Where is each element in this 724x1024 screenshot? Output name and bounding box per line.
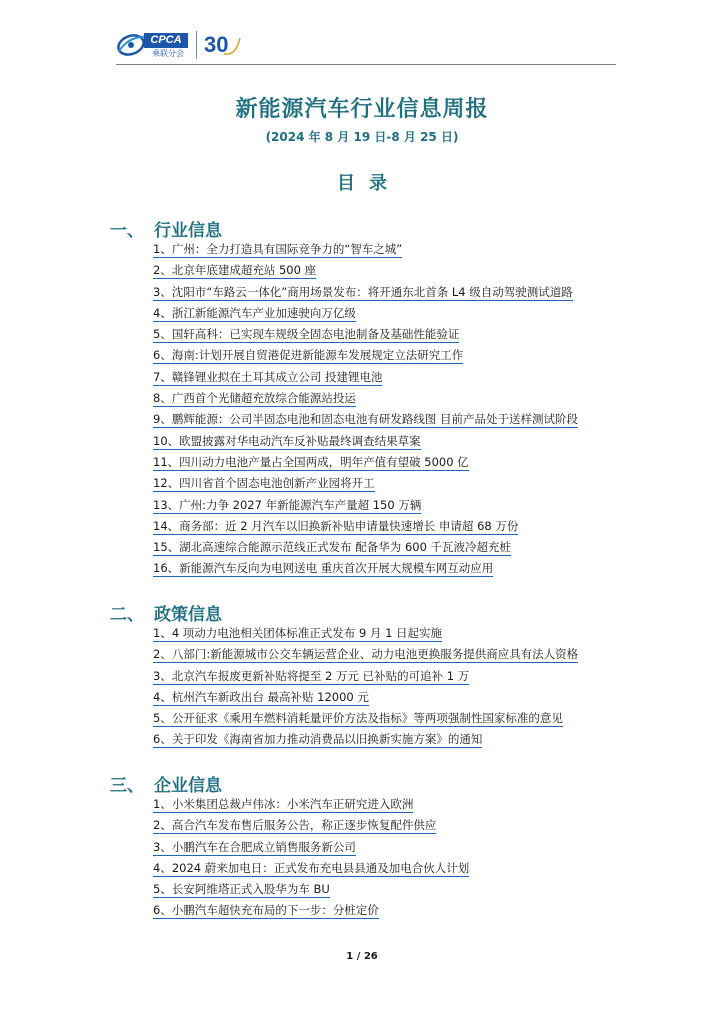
- toc-item-link[interactable]: 4、浙江新能源汽车产业加速驶向万亿级: [153, 305, 356, 320]
- anniversary-30-logo: [202, 30, 242, 60]
- toc-item[interactable]: [153, 369, 623, 390]
- toc-item-link[interactable]: 2、高合汽车发布售后服务公告，称正逐步恢复配件供应: [153, 818, 437, 833]
- cpca-logo: [116, 27, 246, 63]
- toc-item-link[interactable]: 2、北京年底建成超充站 500 座: [153, 263, 317, 278]
- toc-item-link[interactable]: 4、2024 蔚来加电日：正式发布充电县县通及加电合伙人计划: [153, 860, 470, 875]
- logo-divider: [196, 31, 197, 59]
- toc-item-link[interactable]: 14、商务部：近 2 月汽车以旧换新补贴申请量快速增长 申请超 68 万份: [153, 518, 519, 533]
- section-heading: [110, 771, 222, 796]
- toc-item[interactable]: [153, 518, 623, 539]
- toc-item-link[interactable]: 7、赣锋锂业拟在土耳其成立公司 投建锂电池: [153, 369, 383, 384]
- toc-item[interactable]: [153, 796, 623, 817]
- toc-item-link[interactable]: 10、欧盟披露对华电动汽车反补贴最终调查结果草案: [153, 433, 421, 448]
- date-range: (2024 年 8 月 19 日-8 月 25 日): [265, 130, 459, 144]
- toc-list: [153, 625, 623, 753]
- toc-heading: 目录: [337, 173, 401, 194]
- toc-item-link[interactable]: 15、湖北高速综合能源示范线正式发布 配备华为 600 千瓦液冷超充桩: [153, 540, 512, 555]
- toc-item[interactable]: [153, 881, 623, 902]
- toc-item-link[interactable]: 1、小米集团总裁卢伟冰：小米汽车正研究进入欧洲: [153, 797, 414, 811]
- toc-item-link[interactable]: 1、4 项动力电池相关团体标准正式发布 9 月 1 日起实施: [153, 626, 443, 640]
- section-title: 政策信息: [154, 605, 222, 625]
- toc-item-link[interactable]: 12、四川省首个固态电池创新产业园将开工: [153, 476, 375, 491]
- anniversary-number: 30: [204, 32, 229, 57]
- toc-item[interactable]: [153, 710, 623, 731]
- section-heading: [110, 216, 222, 241]
- toc-item[interactable]: [153, 262, 623, 283]
- toc-item-link[interactable]: 5、长安阿维塔正式入股华为车 BU: [153, 882, 330, 897]
- toc-item[interactable]: [153, 689, 623, 710]
- toc-item[interactable]: [153, 326, 623, 347]
- toc-item[interactable]: [153, 390, 623, 411]
- section-title: 行业信息: [154, 221, 222, 241]
- toc-item[interactable]: [153, 475, 623, 496]
- toc-item[interactable]: [153, 347, 623, 368]
- toc-item-link[interactable]: 1、广州：全力打造具有国际竞争力的“智车之城”: [153, 242, 403, 256]
- section-title: 企业信息: [154, 776, 222, 796]
- toc-item-link[interactable]: 4、杭州汽车新政出台 最高补贴 12000 元: [153, 689, 369, 704]
- toc-item-link[interactable]: 8、广西首个光储超充放综合能源站投运: [153, 391, 356, 406]
- toc-item[interactable]: [153, 668, 623, 689]
- toc-item[interactable]: [153, 646, 623, 667]
- toc-item[interactable]: [153, 902, 623, 923]
- toc-item-link[interactable]: 2、八部门:新能源城市公交车辆运营企业、动力电池更换服务提供商应具有法人资格: [153, 647, 579, 662]
- toc-item[interactable]: [153, 241, 623, 262]
- section-number: 一、: [110, 221, 144, 241]
- toc-item[interactable]: [153, 860, 623, 881]
- toc-item[interactable]: [153, 454, 623, 475]
- toc-item-link[interactable]: 6、小鹏汽车超快充布局的下一步：分桩定价: [153, 903, 379, 918]
- toc-item-link[interactable]: 6、海南:计划开展自贸港促进新能源车发展规定立法研究工作: [153, 348, 464, 363]
- toc-item[interactable]: [153, 497, 623, 518]
- section-heading: [110, 600, 222, 625]
- toc-item[interactable]: [153, 731, 623, 752]
- toc-item-link[interactable]: 9、鹏辉能源：公司半固态电池和固态电池有研发路线图 目前产品处于送样测试阶段: [153, 412, 578, 427]
- page-title: 新能源汽车行业信息周报: [235, 97, 489, 122]
- toc-item-link[interactable]: 3、沈阳市“车路云一体化”商用场景发布：将开通东北首条 L4 级自动驾驶测试道路: [153, 284, 573, 299]
- toc-item[interactable]: [153, 284, 623, 305]
- toc-item[interactable]: [153, 625, 623, 646]
- toc-item[interactable]: [153, 839, 623, 860]
- toc-item[interactable]: [153, 305, 623, 326]
- toc-item[interactable]: [153, 560, 623, 581]
- toc-item-link[interactable]: 16、新能源汽车反向为电网送电 重庆首次开展大规模车网互动应用: [153, 561, 494, 576]
- page-header: [0, 0, 724, 70]
- toc-list: [153, 796, 623, 924]
- toc-item[interactable]: [153, 411, 623, 432]
- toc-list: [153, 241, 623, 582]
- toc-item-link[interactable]: 5、公开征求《乘用车燃料消耗量评价方法及指标》等两项强制性国家标准的意见: [153, 711, 563, 726]
- toc-item-link[interactable]: 5、国轩高科：已实现车规级全固态电池制备及基础性能验证: [153, 327, 460, 342]
- toc-item-link[interactable]: 13、广州:力争 2027 年新能源汽车产量超 150 万辆: [153, 497, 422, 512]
- toc-item[interactable]: [153, 433, 623, 454]
- page-number: 1 / 26: [346, 951, 378, 962]
- toc-item[interactable]: [153, 539, 623, 560]
- toc-item-link[interactable]: 11、四川动力电池产量占全国两成，明年产值有望破 5000 亿: [153, 454, 469, 469]
- logo-chinese-text: 乘联分会: [152, 49, 184, 58]
- logo-text: CPCA: [144, 33, 188, 48]
- section-number: 三、: [110, 776, 144, 796]
- toc-item[interactable]: [153, 817, 623, 838]
- toc-item-link[interactable]: 3、小鹏汽车在合肥成立销售服务新公司: [153, 839, 356, 854]
- toc-item-link[interactable]: 6、关于印发《海南省加力推动消费品以旧换新实施方案》的通知: [153, 732, 483, 747]
- header-divider: [116, 64, 616, 65]
- section-number: 二、: [110, 605, 144, 625]
- toc-item-link[interactable]: 3、北京汽车报废更新补贴将提至 2 万元 已补贴的可追补 1 万: [153, 668, 470, 683]
